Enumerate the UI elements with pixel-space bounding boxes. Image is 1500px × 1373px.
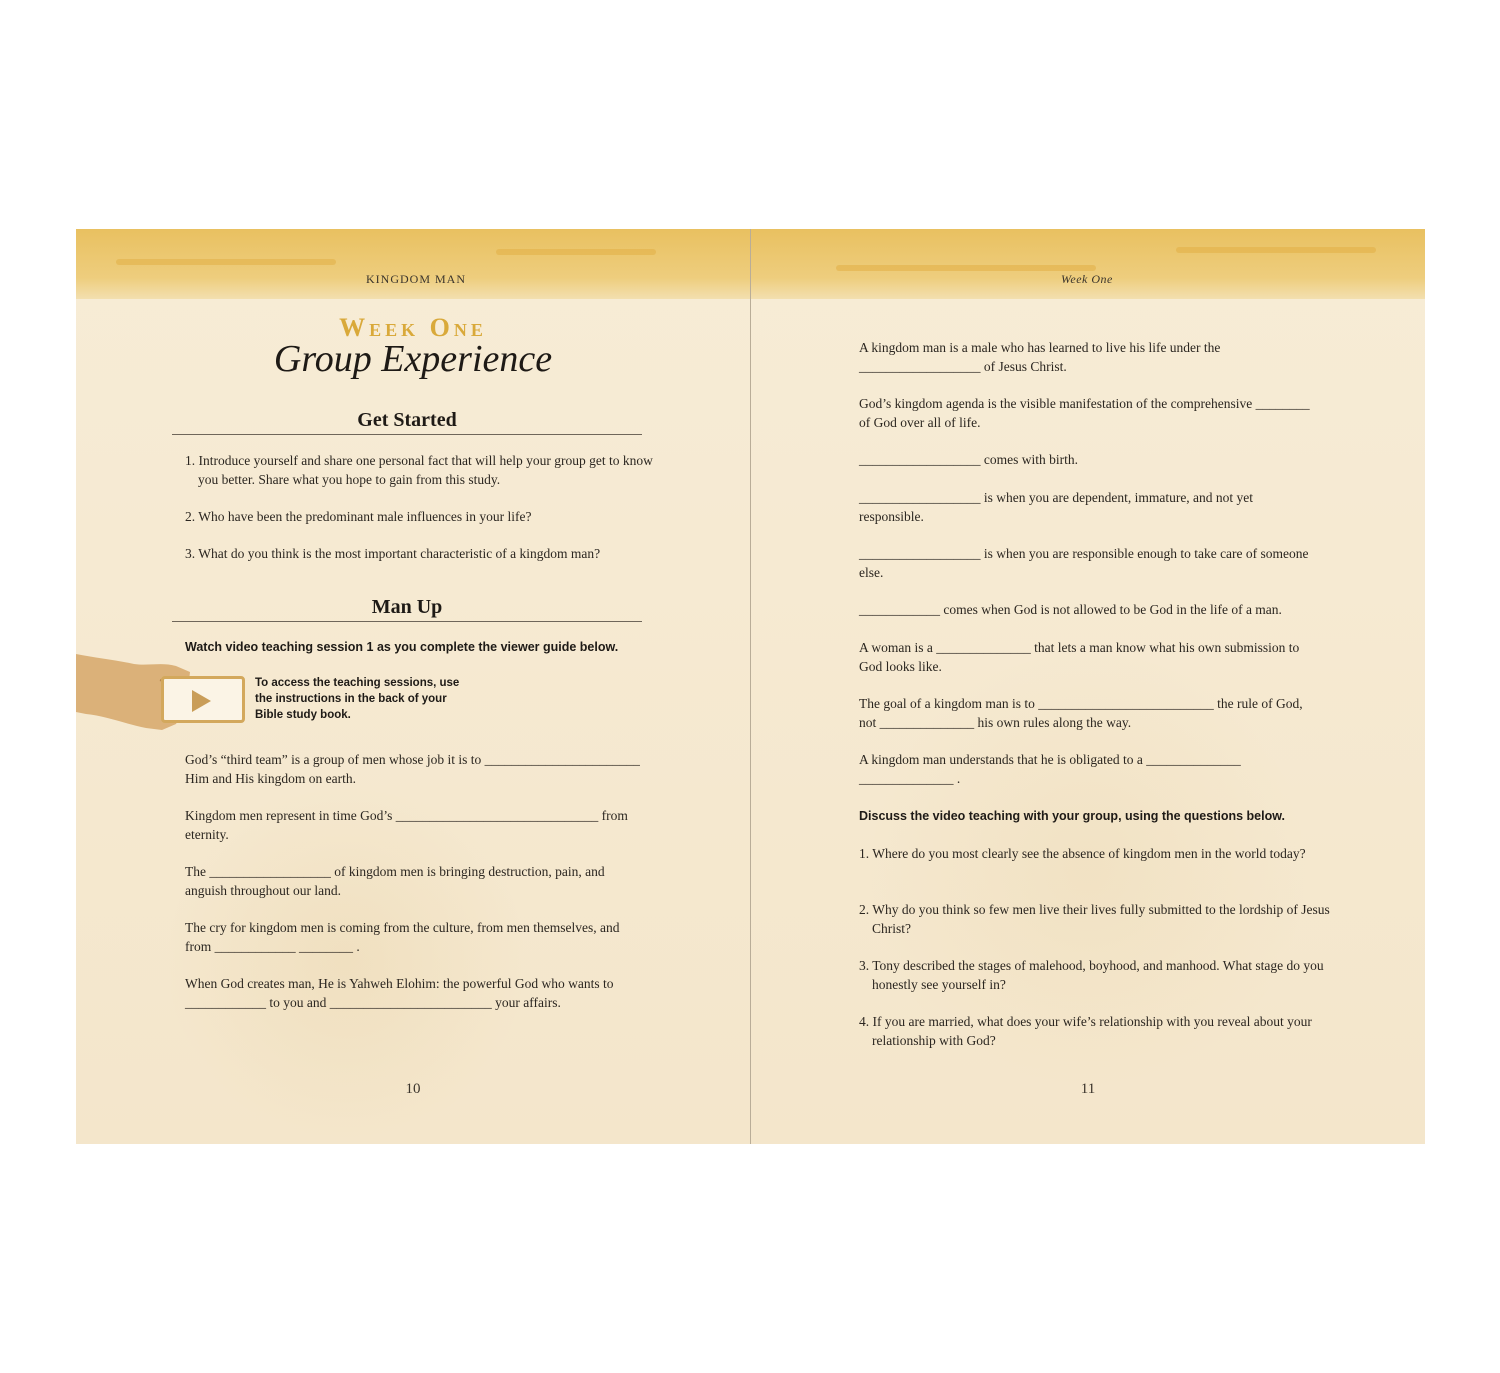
- discussion-question: 4. If you are married, what does your wife’s relationship with you reveal about your relationship with God?: [859, 1014, 1312, 1048]
- discuss-instruction: Discuss the video teaching with your group, using the questions below.: [859, 809, 1285, 823]
- viewer-guide-blank: The goal of a kingdom man is to __________________________ the rule of God, not ______________ his own rules along the way.: [859, 696, 1303, 730]
- viewer-guide-blank: When God creates man, He is Yahweh Elohim: the powerful God who wants to ____________ to you and ________________________ your affairs.: [185, 976, 614, 1010]
- book-spread: [76, 229, 1425, 1144]
- page-number-right: 11: [1080, 1081, 1096, 1097]
- video-instruction: Watch video teaching session 1 as you complete the viewer guide below.: [185, 640, 619, 654]
- viewer-guide-blank: __________________ is when you are responsible enough to take care of someone else.: [859, 546, 1309, 580]
- right-page: [751, 229, 1425, 1144]
- discussion-question: 3. Tony described the stages of malehood, boyhood, and manhood. What stage do you honestly see yourself in?: [859, 958, 1324, 992]
- week-title: Week One: [339, 313, 487, 342]
- viewer-guide-blank: ____________ comes when God is not allowed to be God in the life of a man.: [859, 602, 1282, 617]
- group-experience-title: Group Experience: [273, 338, 553, 380]
- discussion-question: 1. Where do you most clearly see the absence of kingdom men in the world today?: [859, 846, 1306, 861]
- page-number-left: 10: [405, 1081, 421, 1097]
- running-head-left: KINGDOM MAN: [366, 272, 466, 286]
- running-head-right: Week One: [1061, 272, 1113, 286]
- viewer-guide-blank: The __________________ of kingdom men is bringing destruction, pain, and anguish throughout our land.: [185, 864, 605, 898]
- left-page: [76, 229, 750, 1144]
- get-started-heading: Get Started: [172, 409, 642, 435]
- get-started-item: 2. Who have been the predominant male influences in your life?: [185, 509, 532, 524]
- play-icon: [192, 690, 211, 712]
- viewer-guide-blank: __________________ comes with birth.: [859, 452, 1078, 467]
- viewer-guide-blank: The cry for kingdom men is coming from the culture, from men themselves, and from ____________ ________ .: [185, 920, 620, 954]
- video-player-icon[interactable]: [161, 676, 245, 723]
- viewer-guide-blank: __________________ is when you are dependent, immature, and not yet responsible.: [859, 490, 1254, 524]
- get-started-item: 3. What do you think is the most important characteristic of a kingdom man?: [185, 546, 601, 561]
- viewer-guide-blank: A kingdom man understands that he is obligated to a ______________ ______________ .: [859, 752, 1241, 786]
- viewer-guide-blank: God’s kingdom agenda is the visible manifestation of the comprehensive ________ of God over all of life.: [859, 396, 1310, 430]
- access-note: To access the teaching sessions, use the instructions in the back of your Bible study book.: [255, 677, 460, 721]
- viewer-guide-blank: A kingdom man is a male who has learned to live his life under the __________________ of Jesus Christ.: [859, 340, 1221, 374]
- viewer-guide-blank: A woman is a ______________ that lets a man know what his own submission to God looks like.: [859, 640, 1300, 674]
- discussion-question: 2. Why do you think so few men live their lives fully submitted to the lordship of Jesus Christ?: [859, 902, 1330, 936]
- man-up-heading: Man Up: [172, 596, 642, 622]
- viewer-guide-blank: God’s “third team” is a group of men whose job it is to _______________________ Him and His kingdom on earth.: [185, 752, 640, 786]
- viewer-guide-blank: Kingdom men represent in time God’s ______________________________ from eternity.: [185, 808, 628, 842]
- get-started-item: 1. Introduce yourself and share one personal fact that will help your group get to know you better. Share what you hope to gain from this study.: [185, 453, 653, 487]
